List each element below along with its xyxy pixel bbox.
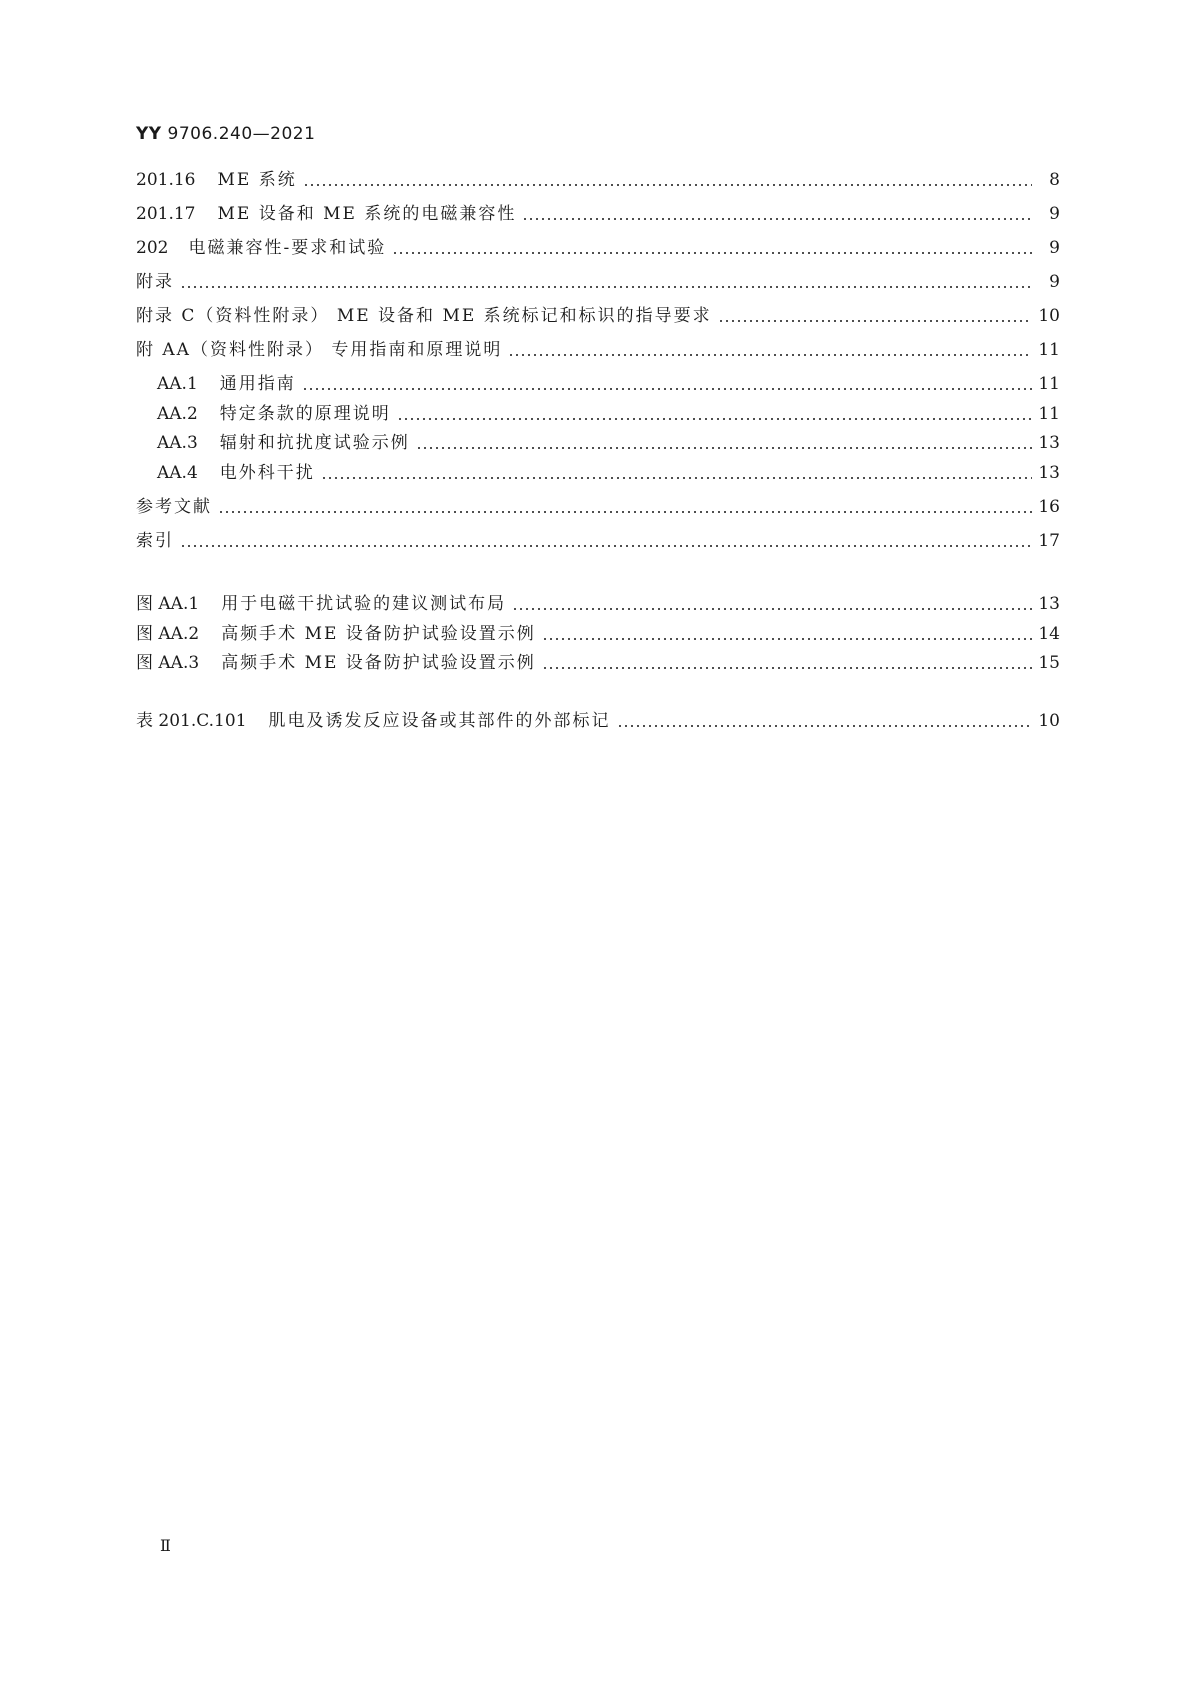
dot-leader [718, 320, 1032, 322]
standard-number-header [136, 124, 315, 144]
figure-page: 13 [1038, 594, 1060, 614]
figure-label: 图 AA.2 [136, 624, 200, 644]
figure-entry[interactable] [136, 623, 1060, 645]
dot-leader [617, 725, 1032, 727]
table-entry[interactable] [136, 710, 1060, 732]
toc-entry-title: 电外科干扰 [219, 463, 315, 483]
dot-leader [180, 286, 1032, 288]
toc-entry-title: 参考文献 [136, 497, 212, 517]
toc-entry-page: 10 [1038, 306, 1060, 326]
toc-entry-page: 16 [1038, 497, 1060, 517]
dot-leader [416, 447, 1032, 449]
figure-label: 图 AA.1 [136, 594, 200, 614]
toc-entry-number: AA.1 [157, 374, 198, 394]
toc-entry[interactable] [136, 169, 1060, 191]
dot-leader [302, 388, 1032, 390]
toc-entry[interactable] [136, 237, 1060, 259]
dot-leader [180, 545, 1032, 547]
page-number-roman: Ⅱ [160, 1536, 171, 1555]
toc-entry-title: ME 系统 [217, 170, 297, 190]
figure-page: 15 [1038, 653, 1060, 673]
toc-entry-number: AA.4 [157, 463, 198, 483]
toc-entry-page: 9 [1049, 204, 1060, 224]
toc-subentry[interactable] [157, 403, 1060, 425]
dot-leader [321, 477, 1032, 479]
figure-title: 高频手术 ME 设备防护试验设置示例 [221, 624, 536, 644]
toc-entry-number: 202 [136, 238, 169, 258]
toc-entry[interactable] [136, 271, 1060, 293]
dot-leader [303, 184, 1032, 186]
toc-entry-title: 附录 [136, 272, 174, 292]
figure-entry[interactable] [136, 652, 1060, 674]
dot-leader [392, 252, 1032, 254]
toc-subentry[interactable] [157, 432, 1060, 454]
dot-leader [542, 667, 1032, 669]
toc-subentry[interactable] [157, 462, 1060, 484]
standard-number: 9706.240—2021 [167, 124, 316, 144]
toc-entry-title: 辐射和抗扰度试验示例 [219, 433, 410, 453]
toc-entry[interactable] [136, 339, 1060, 361]
toc-entry-title: 特定条款的原理说明 [219, 404, 391, 424]
table-label: 表 201.C.101 [136, 711, 247, 731]
figure-entry[interactable] [136, 593, 1060, 615]
figure-title: 用于电磁干扰试验的建议测试布局 [221, 594, 507, 614]
toc-entry-title: 附录 C（资料性附录） ME 设备和 ME 系统标记和标识的指导要求 [136, 306, 712, 326]
toc-entry-number: AA.2 [157, 404, 198, 424]
dot-leader [512, 608, 1032, 610]
toc-subentry[interactable] [157, 373, 1060, 395]
toc-entry-page: 9 [1049, 272, 1060, 292]
toc-entry-page: 17 [1038, 531, 1060, 551]
toc-entry-page: 11 [1038, 374, 1060, 394]
dot-leader [508, 354, 1032, 356]
toc-entry-number: 201.17 [136, 204, 196, 224]
toc-entry-title: 附 AA（资料性附录） 专用指南和原理说明 [136, 340, 503, 360]
toc-entry-page: 8 [1049, 170, 1060, 190]
toc-entry[interactable] [136, 530, 1060, 552]
toc-entry-page: 13 [1038, 463, 1060, 483]
toc-entry-number: AA.3 [157, 433, 198, 453]
standard-prefix: YY [136, 124, 162, 144]
dot-leader [542, 638, 1032, 640]
toc-entry-number: 201.16 [136, 170, 196, 190]
toc-entry[interactable] [136, 305, 1060, 327]
toc-entry-page: 13 [1038, 433, 1060, 453]
table-page: 10 [1038, 711, 1060, 731]
toc-entry-page: 11 [1038, 340, 1060, 360]
toc-entry-title: 电磁兼容性-要求和试验 [188, 238, 387, 258]
toc-entry-page: 9 [1049, 238, 1060, 258]
toc-entry[interactable] [136, 496, 1060, 518]
toc-entry-page: 11 [1038, 404, 1060, 424]
dot-leader [522, 218, 1032, 220]
toc-entry[interactable] [136, 203, 1060, 225]
figure-page: 14 [1038, 624, 1060, 644]
toc-entry-title: 通用指南 [219, 374, 296, 394]
dot-leader [397, 418, 1032, 420]
table-title: 肌电及诱发反应设备或其部件的外部标记 [268, 711, 611, 731]
toc-entry-title: ME 设备和 ME 系统的电磁兼容性 [217, 204, 517, 224]
figure-title: 高频手术 ME 设备防护试验设置示例 [221, 653, 536, 673]
toc-entry-title: 索引 [136, 531, 174, 551]
dot-leader [218, 511, 1032, 513]
figure-label: 图 AA.3 [136, 653, 200, 673]
